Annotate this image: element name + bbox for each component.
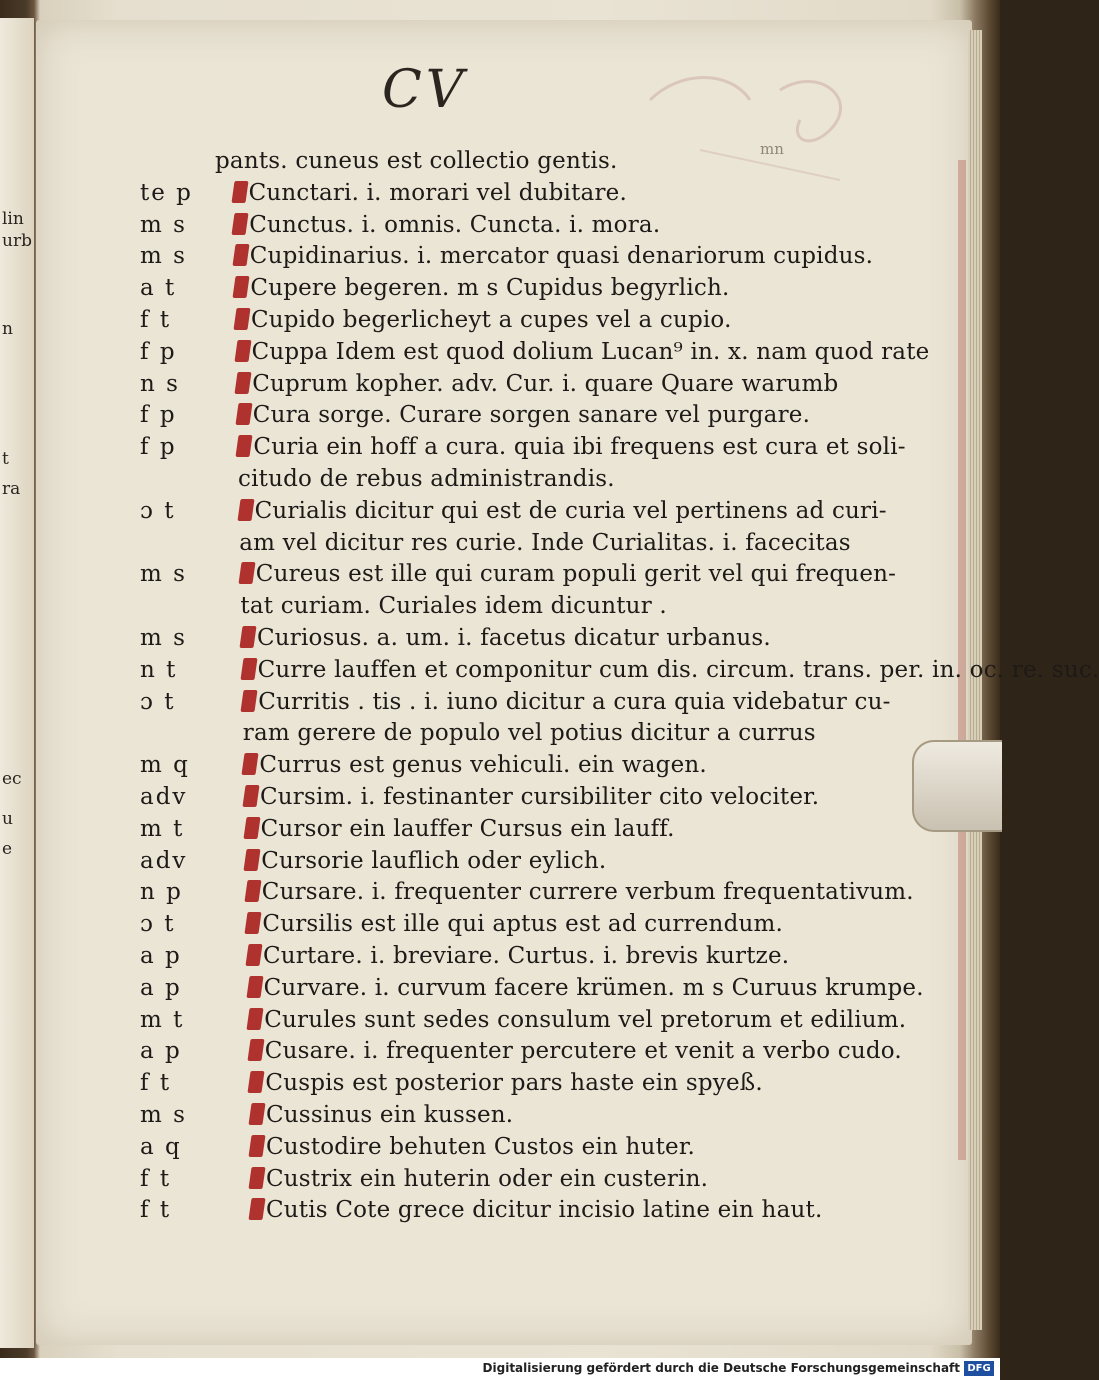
dictionary-entry — [0, 621, 960, 652]
dictionary-entry — [0, 144, 960, 175]
entry-text: Cupere begeren. m s Cupidus begyrlich. — [234, 275, 729, 301]
rubric-initial — [233, 276, 250, 298]
margin-mark: f t — [140, 1165, 172, 1192]
dictionary-entry — [0, 335, 960, 366]
margin-mark: n s — [140, 370, 180, 397]
previous-page-fragment: ec — [2, 769, 22, 789]
rubric-initial — [247, 1039, 264, 1061]
margin-mark: f p — [140, 402, 177, 429]
entry-text: ram gerere de populo vel potius dicitur a currus — [242, 720, 816, 747]
entry-text: Cursorie lauflich oder eylich. — [245, 848, 606, 874]
entry-text: Cuspis est posterior pars haste ein spyeß. — [249, 1070, 762, 1096]
rubric-initial — [241, 690, 258, 712]
dictionary-entry — [0, 494, 960, 525]
entry-text: tat curiam. Curiales idem dicuntur . — [240, 593, 667, 620]
previous-page-fragment: lin — [2, 209, 24, 229]
margin-mark: m t — [140, 1006, 185, 1033]
previous-page-fragment: t — [2, 449, 9, 469]
dictionary-entry — [0, 939, 960, 970]
entry-text: Cursare. i. frequenter currere verbum frequentativum. — [246, 879, 914, 905]
rubric-initial — [248, 1071, 265, 1093]
margin-mark: a t — [140, 275, 177, 302]
rubric-initial — [243, 817, 260, 839]
margin-mark: adv — [140, 847, 188, 874]
previous-page-fragment: urb — [2, 231, 32, 251]
dictionary-entry — [0, 780, 960, 811]
margin-mark: ɔ t — [140, 497, 176, 524]
rubric-initial — [232, 213, 249, 235]
dictionary-entry — [0, 398, 960, 429]
margin-mark: ɔ t — [140, 911, 176, 938]
rubric-initial — [245, 912, 262, 934]
margin-mark: m t — [140, 815, 185, 842]
dfg-logo: DFG — [964, 1361, 994, 1376]
margin-mark: m s — [140, 211, 187, 238]
dictionary-entry — [0, 557, 960, 588]
dictionary-entry — [0, 875, 960, 906]
dictionary-entry — [0, 685, 960, 716]
entry-text: Curvare. i. curvum facere krümen. m s Curuus krumpe. — [248, 975, 924, 1001]
dictionary-entry — [0, 271, 960, 302]
folio-number: CV — [382, 60, 468, 120]
rubric-initial — [233, 308, 250, 330]
entry-text: Curre lauffen et componitur cum dis. circum. trans. per. in. oc. re. suc. — [242, 657, 1099, 683]
dictionary-entry — [0, 589, 960, 620]
rubric-initial — [231, 181, 248, 203]
dictionary-entry — [0, 239, 960, 270]
entry-text: Curules sunt sedes consulum vel pretorum et edilium. — [248, 1007, 906, 1033]
entry-text: Cuprum kopher. adv. Cur. i. quare Quare warumb — [236, 371, 838, 397]
dictionary-entry — [0, 1193, 960, 1224]
dictionary-entry — [0, 971, 960, 1002]
entry-text: Curialis dicitur qui est de curia vel pertinens ad curi- — [239, 498, 887, 524]
entry-text: am vel dicitur res curie. Inde Curialitas. i. facecitas — [239, 529, 851, 556]
margin-mark: ɔ t — [140, 688, 176, 715]
dictionary-entry — [0, 1066, 960, 1097]
margin-mark: f t — [140, 1070, 172, 1097]
entry-text: Custrix ein huterin oder ein custerin. — [250, 1166, 708, 1192]
dictionary-entry — [0, 1130, 960, 1161]
entry-text: citudo de rebus administrandis. — [238, 466, 615, 492]
entry-text: Cunctus. i. omnis. Cuncta. i. mora. — [233, 212, 660, 238]
rubric-initial — [245, 944, 262, 966]
entry-text: Curritis . tis . i. iuno dicitur a cura quia videbatur cu- — [242, 689, 890, 715]
dictionary-entry — [0, 1003, 960, 1034]
dictionary-entry — [0, 526, 960, 557]
rubric-initial — [248, 1198, 265, 1220]
rubric-initial — [244, 849, 261, 871]
footer-bar — [0, 1358, 1000, 1380]
entry-text: Currus est genus vehiculi. ein wagen. — [243, 752, 707, 778]
dictionary-entry — [0, 716, 960, 747]
entry-text: Cureus est ille qui curam populi gerit vel qui frequen- — [240, 561, 896, 587]
margin-mark: m s — [140, 1102, 187, 1128]
dictionary-entry — [0, 653, 1099, 684]
rubric-initial — [244, 880, 261, 902]
margin-mark: n t — [140, 656, 178, 683]
rubric-initial — [239, 626, 256, 648]
previous-page-fragment: n — [2, 319, 13, 339]
entry-text: Curia ein hoff a cura. quia ibi frequens est cura et soli- — [237, 434, 905, 460]
entry-text: Cupidinarius. i. mercator quasi denariorum cupidus. — [234, 243, 873, 269]
margin-mark: f t — [140, 307, 172, 333]
dictionary-entry — [0, 1098, 960, 1129]
dictionary-entry — [0, 1162, 960, 1193]
dictionary-entry — [0, 176, 960, 207]
margin-mark: a p — [140, 1038, 182, 1065]
entry-text: Cura sorge. Curare sorgen sanare vel purgare. — [237, 402, 810, 428]
previous-page-fragment: u — [2, 809, 13, 829]
dictionary-entry — [0, 907, 960, 938]
rubric-initial — [242, 785, 259, 807]
margin-mark: f p — [140, 338, 177, 365]
entry-text: Cunctari. i. morari vel dubitare. — [233, 180, 627, 206]
funding-credit: Digitalisierung gefördert durch die Deutsche Forschungsgemeinschaft — [482, 1361, 960, 1375]
entry-text: Cussinus ein kussen. — [250, 1102, 513, 1128]
dictionary-entry — [0, 844, 960, 875]
margin-mark: f p — [140, 434, 177, 461]
entry-text: Cursim. i. festinanter cursibiliter cito velociter. — [244, 784, 819, 810]
margin-mark: f t — [140, 1197, 172, 1224]
previous-page-fragment: e — [2, 839, 13, 859]
entry-text: Cursor ein lauffer Cursus ein lauff. — [245, 816, 675, 842]
rubric-initial — [234, 340, 251, 362]
rubric-initial — [232, 244, 249, 266]
margin-mark: a p — [140, 974, 182, 1001]
rubric-initial — [242, 753, 259, 775]
entry-text: Cutis Cote grece dicitur incisio latine ein haut. — [250, 1197, 822, 1223]
margin-mark: te p — [140, 179, 193, 206]
rubric-initial — [235, 403, 252, 425]
rubric-initial — [240, 658, 257, 680]
entry-text: Custodire behuten Custos ein huter. — [250, 1134, 695, 1160]
margin-mark: m s — [140, 625, 187, 651]
entry-text: Curtare. i. breviare. Curtus. i. brevis kurtze. — [247, 943, 789, 969]
entry-text: Cusare. i. frequenter percutere et venit a verbo cudo. — [249, 1038, 902, 1064]
rubric-initial — [248, 1167, 265, 1189]
rubric-initial — [235, 372, 252, 394]
dictionary-entry — [0, 812, 960, 843]
margin-mark: adv — [140, 784, 188, 810]
rubric-initial — [248, 1135, 265, 1157]
margin-mark: m q — [140, 752, 190, 779]
dictionary-entry — [0, 303, 960, 334]
margin-mark: a p — [140, 943, 182, 969]
margin-mark: m s — [140, 561, 187, 588]
rubric-initial — [247, 1008, 264, 1030]
entry-text: Cupido begerlicheyt a cupes vel a cupio. — [235, 307, 732, 333]
previous-page-fragment: ra — [2, 479, 21, 499]
entry-text: pants. cuneus est collectio gentis. — [215, 148, 618, 174]
entry-text: Cuppa Idem est quod dolium Lucan⁹ in. x. nam quod rate — [236, 339, 930, 365]
dictionary-entry — [0, 367, 960, 398]
book-clasp — [912, 740, 1002, 832]
rubric-initial — [248, 1103, 265, 1125]
dictionary-entry — [0, 1034, 960, 1065]
rubric-initial — [236, 435, 253, 457]
rubric-initial — [246, 976, 263, 998]
rubric-initial — [237, 499, 254, 521]
dictionary-entry — [0, 430, 960, 461]
margin-mark: m s — [140, 243, 187, 270]
dictionary-entry — [0, 462, 960, 493]
margin-mark: a q — [140, 1133, 182, 1160]
margin-mark: n p — [140, 879, 183, 906]
dictionary-entry — [0, 748, 960, 779]
dictionary-entry — [0, 208, 960, 239]
show-through-fragment: mn — [760, 140, 784, 158]
rubric-initial — [238, 562, 255, 584]
entry-text: Curiosus. a. um. i. facetus dicatur urbanus. — [241, 625, 771, 651]
entry-text: Cursilis est ille qui aptus est ad currendum. — [246, 911, 783, 937]
